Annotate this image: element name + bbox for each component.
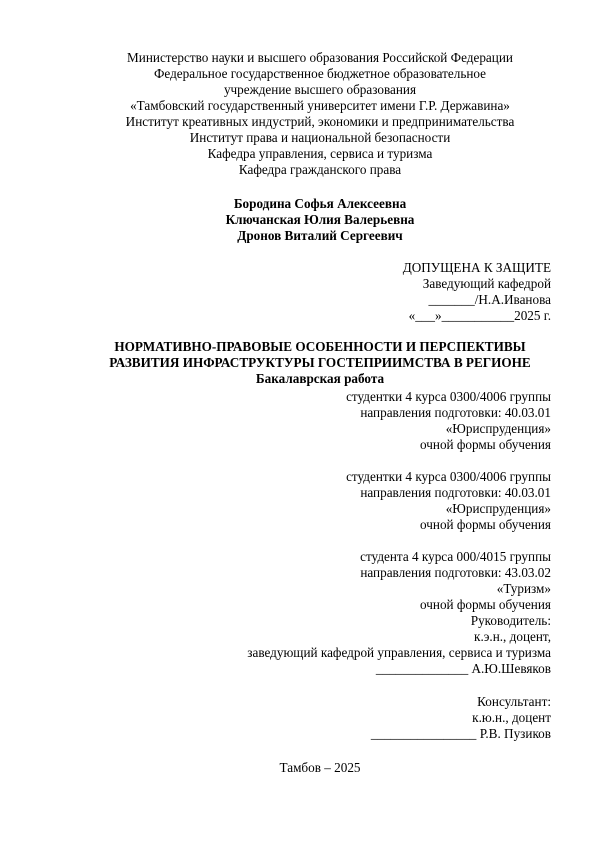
student-line: очной формы обучения — [420, 517, 551, 532]
supervisor-line: Руководитель: — [470, 613, 551, 628]
student-line: «Юриспруденция» — [445, 501, 551, 516]
approval-block — [403, 260, 551, 324]
supervisor-block — [247, 613, 551, 677]
authors-block — [0, 196, 595, 244]
student-line: студентки 4 курса 0300/4006 группы — [346, 389, 551, 404]
institution-header — [0, 50, 595, 178]
work-type: Бакалаврская работа — [255, 371, 385, 386]
student-info-1 — [346, 389, 551, 453]
student-line: «Юриспруденция» — [445, 421, 551, 436]
header-line: Федеральное государственное бюджетное образовательное — [153, 66, 487, 81]
city-year: Тамбов – 2025 — [279, 760, 361, 775]
header-line: Институт права и национальной безопасности — [189, 130, 451, 145]
header-line: Институт креативных индустрий, экономики и предпринимательства — [125, 114, 515, 129]
student-line: очной формы обучения — [420, 437, 551, 452]
student-line: направления подготовки: 40.03.01 — [360, 405, 551, 420]
author-name: Дронов Виталий Сергеевич — [237, 228, 403, 243]
student-line: очной формы обучения — [420, 597, 551, 612]
student-line: направления подготовки: 43.03.02 — [360, 565, 551, 580]
consultant-signature: ________________ Р.В. Пузиков — [370, 726, 551, 741]
student-line: «Туризм» — [496, 581, 551, 596]
header-line: «Тамбовский государственный университет имени Г.Р. Державина» — [130, 98, 510, 113]
author-name: Ключанская Юлия Валерьевна — [225, 212, 415, 227]
header-line: Кафедра гражданского права — [238, 162, 402, 177]
approval-line: «___»___________2025 г. — [408, 308, 551, 323]
author-name: Бородина Софья Алексеевна — [233, 196, 407, 211]
work-title — [0, 339, 595, 387]
student-info-2 — [346, 469, 551, 533]
supervisor-signature: ______________ А.Ю.Шевяков — [375, 661, 551, 676]
consultant-block — [371, 694, 551, 742]
title-line: РАЗВИТИЯ ИНФРАСТРУКТУРЫ ГОСТЕПРИИМСТВА В РЕГИОНЕ — [109, 355, 531, 370]
student-line: студента 4 курса 000/4015 группы — [360, 549, 551, 564]
title-line: НОРМАТИВНО-ПРАВОВЫЕ ОСОБЕННОСТИ И ПЕРСПЕКТИВЫ — [114, 339, 526, 354]
consultant-line: Консультант: — [477, 694, 551, 709]
approval-line: Заведующий кафедрой — [422, 276, 551, 291]
header-line: Министерство науки и высшего образования Российской Федерации — [127, 50, 513, 65]
header-line: учреждение высшего образования — [223, 82, 417, 97]
student-info-3 — [360, 549, 551, 613]
supervisor-line: заведующий кафедрой управления, сервиса и туризма — [247, 645, 551, 660]
header-line: Кафедра управления, сервиса и туризма — [207, 146, 433, 161]
consultant-line: к.ю.н., доцент — [472, 710, 551, 725]
student-line: направления подготовки: 40.03.01 — [360, 485, 551, 500]
supervisor-line: к.э.н., доцент, — [474, 629, 551, 644]
approval-line: ДОПУЩЕНА К ЗАЩИТЕ — [402, 260, 551, 275]
approval-line: _______/Н.А.Иванова — [428, 292, 551, 307]
student-line: студентки 4 курса 0300/4006 группы — [346, 469, 551, 484]
